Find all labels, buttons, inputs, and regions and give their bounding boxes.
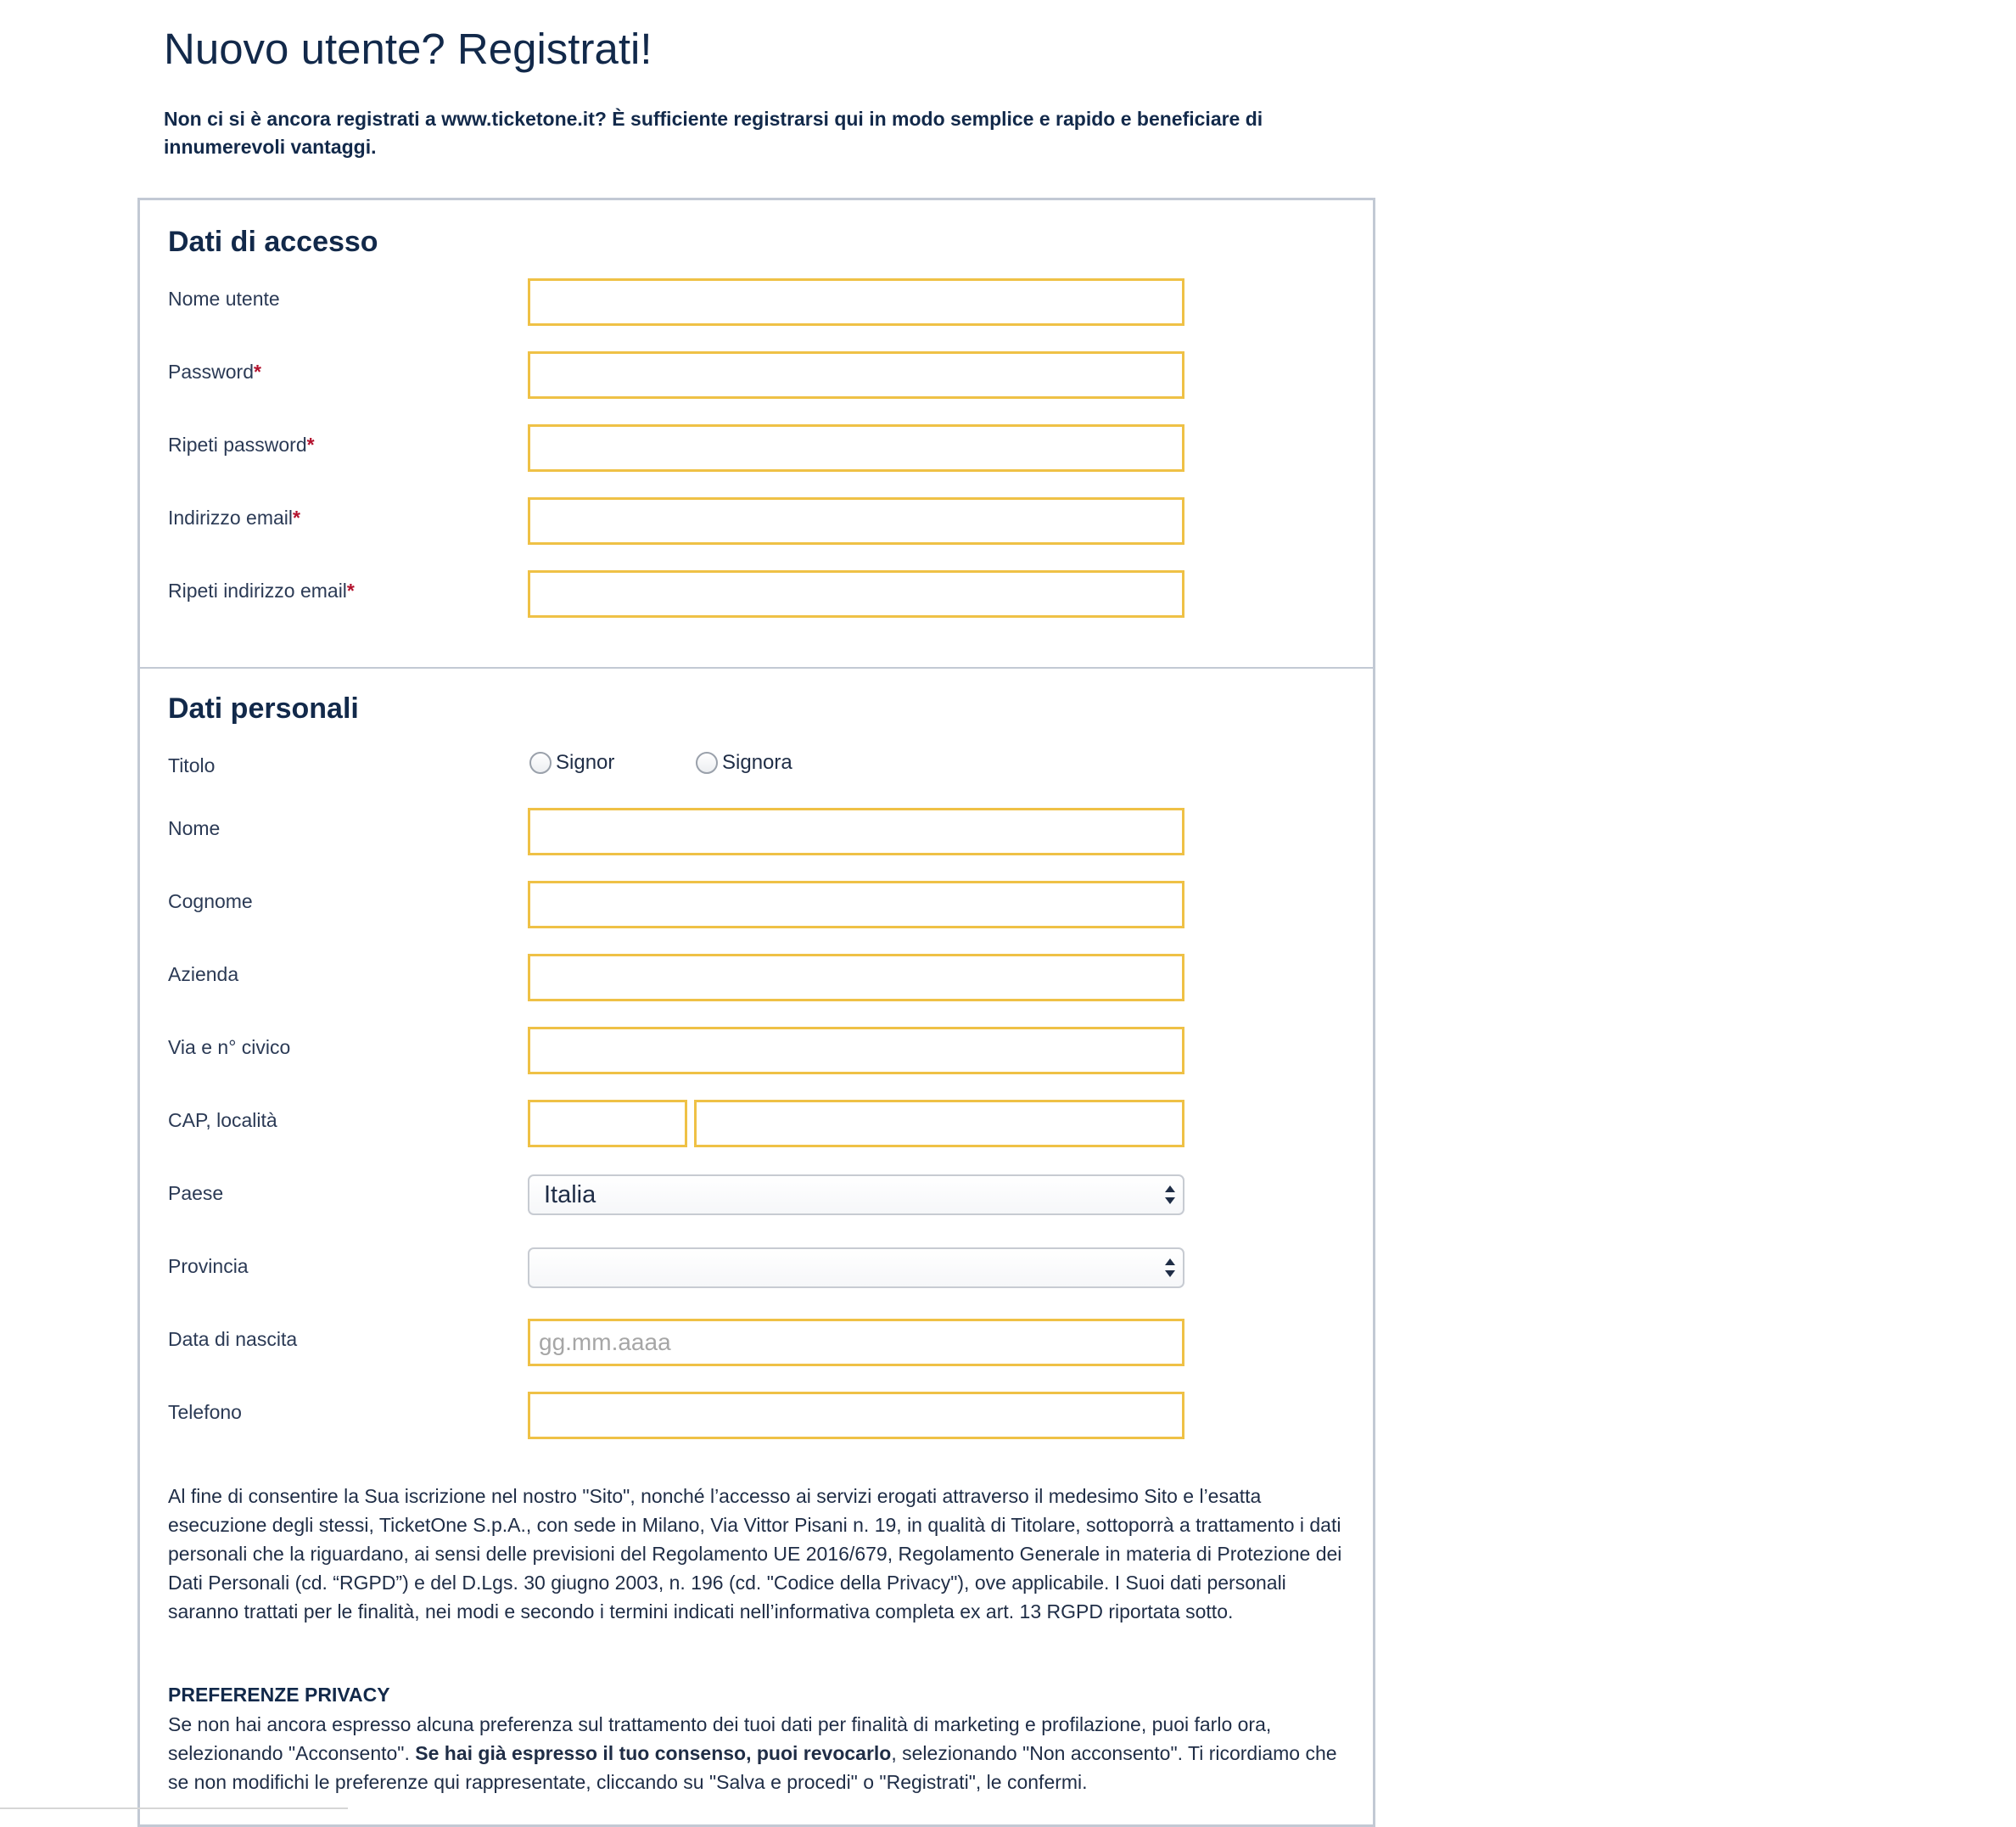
radio-circle-icon[interactable] <box>696 752 718 774</box>
company-label: Azienda <box>168 963 239 985</box>
divider <box>0 1807 348 1809</box>
privacy-heading: PREFERENZE PRIVACY <box>168 1684 390 1706</box>
birth-date-input[interactable] <box>528 1319 1184 1366</box>
city-input[interactable] <box>694 1100 1184 1147</box>
radio-signor[interactable] <box>529 751 614 775</box>
first-name-input[interactable] <box>528 808 1184 855</box>
province-label: Provincia <box>168 1255 249 1277</box>
radio-circle-icon[interactable] <box>529 752 552 774</box>
email-label: Indirizzo email* <box>168 507 300 529</box>
zip-input[interactable] <box>528 1100 687 1147</box>
required-marker: * <box>253 361 261 383</box>
password-repeat-label: Ripeti password* <box>168 434 315 456</box>
select-arrows-icon <box>1164 1180 1176 1209</box>
street-input[interactable] <box>528 1027 1184 1074</box>
section-divider <box>140 667 1373 669</box>
country-select[interactable] <box>528 1174 1184 1215</box>
password-repeat-input[interactable] <box>528 424 1184 472</box>
street-label: Via e n° civico <box>168 1036 291 1058</box>
privacy-notice: Al fine di consentire la Sua iscrizione nel nostro "Sito", nonché l’accesso ai servizi erogati attraverso il medesimo Sito e l’esatta esecuzione degli stessi, TicketOne S.p.A., con sede in Milano, Via Vittor Pisani n. 19, in qualità di Titolare, sottoporrà a trattamento i dati personali che la riguardano, ai sensi delle previsioni del Regolamento UE 2016/679, Regolamento Generale in materia di Protezione dei Dati Personali (cd. “RGPD”) e del D.Lgs. 30 giugno 2003, n. 196 (cd. "Codice della Privacy"), ove applicabile. I Suoi dati personali saranno trattati per le finalità, nei modi e secondo i termini indicati nell’informativa completa ex art. 13 RGPD riportata sotto. <box>168 1485 1342 1622</box>
phone-label: Telefono <box>168 1401 242 1423</box>
first-name-label: Nome <box>168 817 221 839</box>
username-label: Nome utente <box>168 288 280 310</box>
email-repeat-label: Ripeti indirizzo email* <box>168 580 355 602</box>
radio-signor-label: Signor <box>556 751 615 774</box>
required-marker: * <box>346 580 355 602</box>
zip-city-label: CAP, località <box>168 1109 277 1131</box>
title-label: Titolo <box>168 754 216 776</box>
radio-signora-label: Signora <box>722 751 792 774</box>
radio-signora[interactable] <box>696 751 792 775</box>
company-input[interactable] <box>528 954 1184 1001</box>
password-label: Password* <box>168 361 261 383</box>
last-name-input[interactable] <box>528 881 1184 928</box>
email-repeat-input[interactable] <box>528 570 1184 618</box>
select-arrows-icon <box>1164 1253 1176 1282</box>
birth-date-label: Data di nascita <box>168 1328 298 1350</box>
username-input[interactable] <box>528 278 1184 326</box>
page-title: Nuovo utente? Registrati! <box>164 25 652 73</box>
access-section-title: Dati di accesso <box>168 226 378 258</box>
phone-input[interactable] <box>528 1392 1184 1439</box>
required-marker: * <box>293 507 300 529</box>
country-selected-value: Italia <box>544 1181 596 1208</box>
province-select[interactable] <box>528 1247 1184 1288</box>
last-name-label: Cognome <box>168 890 253 912</box>
required-marker: * <box>306 434 315 456</box>
email-input[interactable] <box>528 497 1184 545</box>
country-label: Paese <box>168 1182 224 1204</box>
password-input[interactable] <box>528 351 1184 399</box>
registration-form <box>137 198 1375 1827</box>
personal-section-title: Dati personali <box>168 692 359 725</box>
privacy-revoke-text: Se hai già espresso il tuo consenso, puoi revocarlo <box>415 1742 892 1764</box>
intro-text: Non ci si è ancora registrati a www.ticketone.it? È sufficiente registrarsi qui in modo semplice e rapido e beneficiare di innumerevoli vantaggi. <box>164 108 1263 158</box>
privacy-preferences-text: Se non hai ancora espresso alcuna preferenza sul trattamento dei tuoi dati per finalità di marketing e profilazione, puoi farlo ora, selezionando "Acconsento". Se hai già espresso il tuo consenso, puoi revocarlo, selezionando "Non acconsento". Ti ricordiamo che se non modifichi le preferenze qui rappresentate, cliccando su "Salva e procedi" o "Registrati", le confermi. <box>168 1713 1337 1793</box>
